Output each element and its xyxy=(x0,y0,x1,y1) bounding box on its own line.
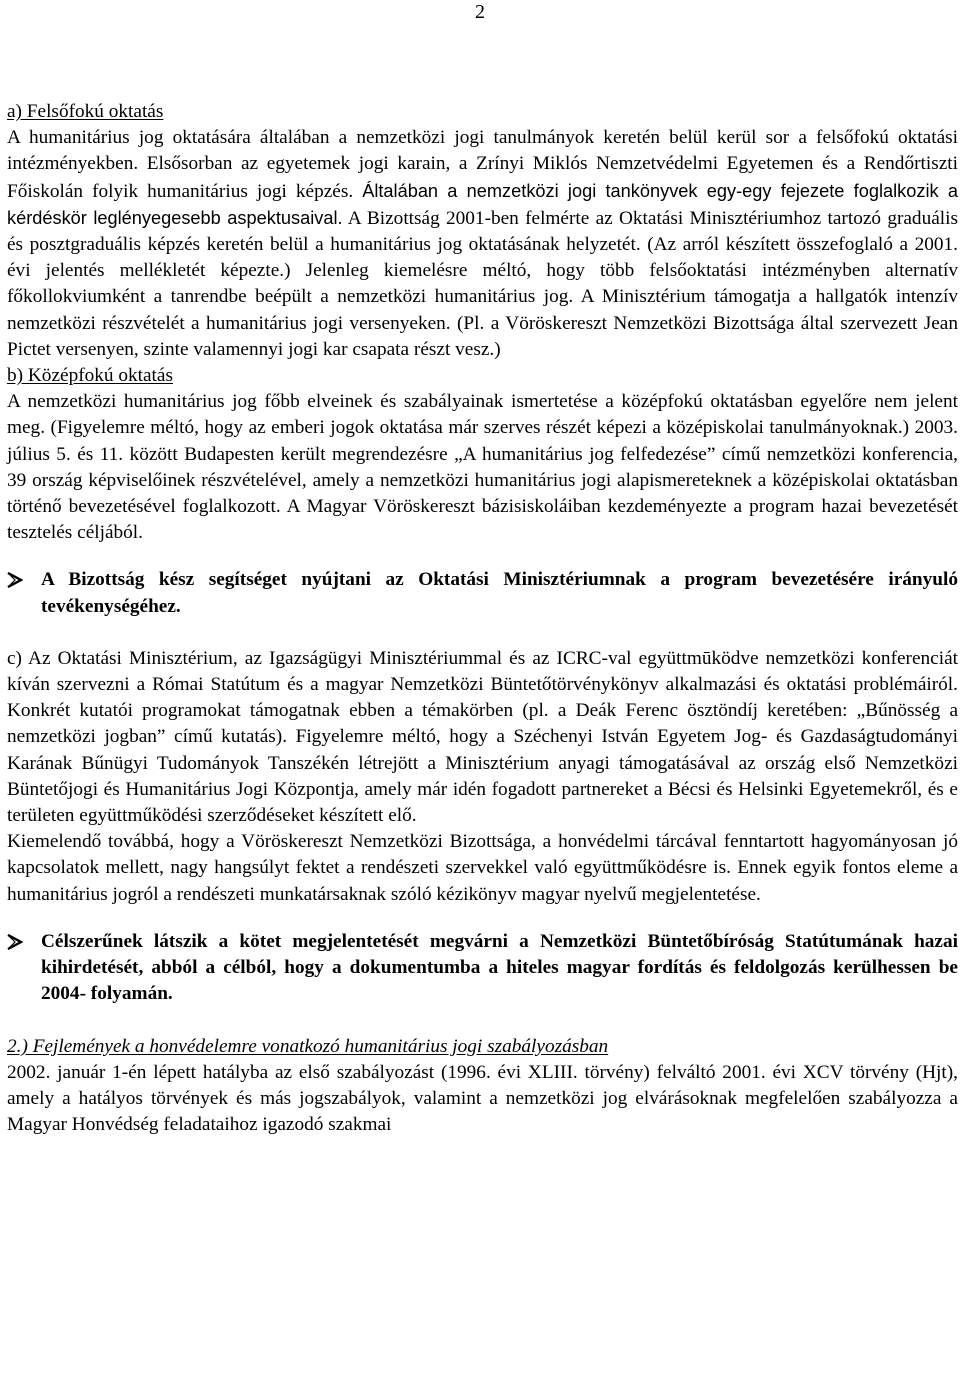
section-c-paragraph-1: c) Az Oktatási Minisztérium, az Igazságügyi Minisztériummal és az ICRC-val együttmūködve nemzetközi konferenciát kíván szervezni a Római Statútum és a magyar Nemzetközi Büntetőtörvénykönyv alkalmazási és oktatási problémáiról. Konkrét kutatói programokat támogatnak ebben a témakörben (pl. a Deák Ferenc ösztöndíj keretében: „Bűnösség a nemzetközi jogban” című kutatás). Figyelemre méltó, hogy a Széchenyi István Egyetem Jog- és Gazdaságtudományi Karának Bűnügyi Tudományok Tanszékén létrejött a Minisztérium anyagi támogatásával az ország első Nemzetközi Büntetőjogi és Humanitárius Jogi Központja, amely már idén fogadott partnereket a Bécsi és Helsinki Egyetemekről, és e területen együttműködési szerződéseket készített elő. xyxy=(7,647,958,827)
section-b-heading-text: b) Középfokú oktatás xyxy=(7,365,173,387)
section-a-text-1: A humanitárius jog oktatására általában a nemzetközi jogi tanulmányok keretén belül kerül sor a felsőfokú oktatási intézményekben. Elsősorban az egyetemek jogi karain, a Zrínyi Miklós Nemzetvédelmi Egyetemen és a Rendőrtiszti Főiskolán folyik humanitárius jogi képzés. xyxy=(7,127,958,202)
section-2-heading xyxy=(7,1034,958,1060)
bullet-item-2 xyxy=(7,929,958,1008)
bullet-item-1 xyxy=(7,567,958,619)
section-a-text-sans: Általában a nemzetközi jogi tankönyvek egy-egy fejezete foglalkozik a kérdéskör leglényegesebb aspektusaival. xyxy=(7,180,958,228)
page-number: 2 xyxy=(475,1,485,23)
section-2-heading-text: 2.) Fejlemények a honvédelemre vonatkozó humanitárius jogi szabályozásban xyxy=(7,1035,609,1057)
section-a-heading-text: a) Felsőfokú oktatás xyxy=(7,101,164,122)
section-2-paragraph: 2002. január 1-én lépett hatályba az első szabályozást (1996. évi XLIII. törvény) felváltó 2001. évi XCV törvény (Hjt), amely a hatályos törvények és más jogszabályok, valamint a nemzetközi jog elvárásoknak megfelelően szabályozza a Magyar Honvédség feladataihoz igazodó szakmai xyxy=(7,1061,958,1136)
spacer xyxy=(7,546,958,567)
spacer xyxy=(7,908,958,929)
document-body xyxy=(7,99,958,1138)
spacer xyxy=(7,620,958,646)
bullet-item-1-text: A Bizottság kész segítséget nyújtani az Oktatási Minisztériumnak a program bevezetésére irányuló tevékenységéhez. xyxy=(41,569,958,617)
section-a-heading xyxy=(7,99,958,125)
arrowhead-bullet-icon xyxy=(7,567,41,593)
section-c-paragraph-2: Kiemelendő továbbá, hogy a Vöröskereszt Nemzetközi Bizottsága, a honvédelmi tárcával fenntartott hagyományosan jó kapcsolatok mellett, nagy hangsúlyt fektet a rendészeti szervekkel való együttműködésre is. Ennek egyik fontos eleme a humanitárius jogról a rendészeti munkatársaknak szóló kézikönyv magyar nyelvű megjelentetése. xyxy=(7,831,958,905)
section-a-text-2: A Bizottság 2001-ben felmérte az Oktatási Minisztériumhoz tartozó graduális és posztgraduális képzés keretén belül a humanitárius jog oktatásának helyzetét. (Az arról készített összefoglaló a 2001. évi jelentés mellékletét képezte.) Jelenleg kiemelésre méltó, hogy több felsőoktatási intézményben alternatív főkollokviumként a tanrendbe beépült a nemzetközi humanitárius jog. A Minisztérium támogatja a hallgatók intenzív nemzetközi részvételét a humanitárius jogi versenyeken. (Pl. a Vöröskereszt Nemzetközi Bizottsága által szervezett Jean Pictet versenyen, szinte valamennyi jogi kar csapata részt vesz.) xyxy=(7,207,958,360)
spacer xyxy=(7,1008,958,1034)
arrowhead-bullet-icon xyxy=(7,929,41,955)
bullet-item-2-text: Célszerűnek látszik a kötet megjelentetését megvárni a Nemzetközi Büntetőbíróság Statútumának hazai kihirdetését, abból a célból, hogy a dokumentumba a hiteles magyar fordítás és feldolgozás kerülhessen be 2004- folyamán. xyxy=(41,930,958,1005)
section-b-heading xyxy=(7,363,958,389)
section-b-paragraph: A nemzetközi humanitárius jog főbb elveinek és szabályainak ismertetése a középfokú oktatásban egyelőre nem jelent meg. (Figyelemre méltó, hogy az emberi jogok oktatása már szerves részét képezi a középiskolai tanulmányoknak.) 2003. július 5. és 11. között Budapesten került megrendezésre „A humanitárius jog felfedezése” című nemzetközi konferencia, 39 ország képviselőinek részvételével, amely a nemzetközi humanitárius jogi alapismereteknek a középiskolai oktatásban történő bevezetésével foglalkozott. A Magyar Vöröskereszt bázisiskoláiban kezdeményezte a program hazai bevezetését tesztelés céljából. xyxy=(7,391,958,544)
section-a-paragraph xyxy=(7,125,958,363)
